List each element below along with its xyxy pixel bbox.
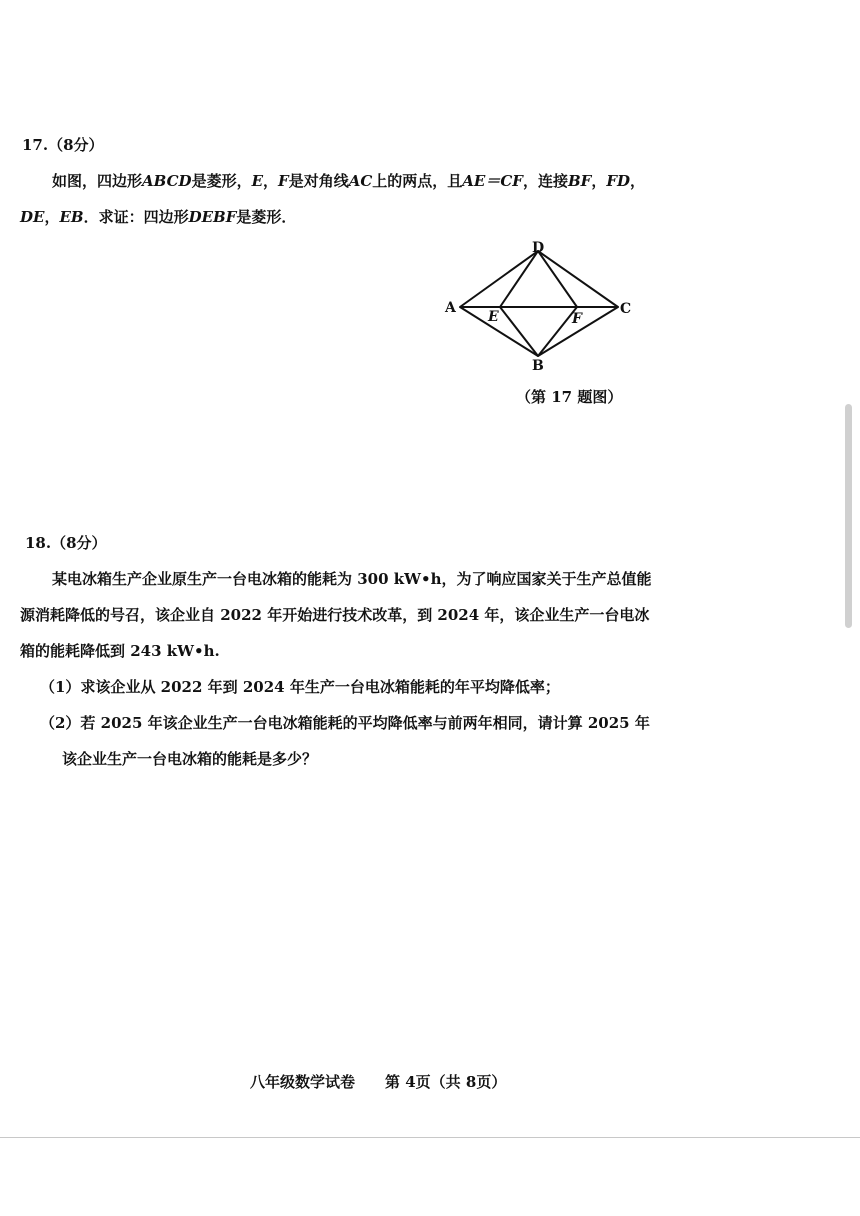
q17-text: 是菱形， [191, 172, 252, 190]
q17-math-eb: EB [59, 208, 84, 226]
label-d: D [532, 240, 545, 256]
rhombus-diagram [440, 236, 640, 376]
q17-math-fd: FD [606, 172, 630, 190]
q18-subquestion-2-line1: （2）若 2025 年该企业生产一台电冰箱能耗的平均降低率与前两年相同，请计算 2025 年 [40, 714, 650, 732]
q17-math-ac: AC [348, 172, 373, 190]
q17-text: 上的两点，且 [372, 172, 463, 190]
page-divider [0, 1137, 860, 1138]
q18-paragraph-line3: 箱的能耗降低到 243 kW•h. [20, 642, 220, 660]
q17-math-bf: BF [567, 172, 592, 190]
q17-statement-line1 [52, 171, 645, 191]
label-e: E [488, 309, 499, 325]
q17-text: 如图，四边形 [52, 172, 143, 190]
q17-math-f: F [278, 172, 289, 190]
q18-header: 18.（8分） [25, 534, 107, 552]
q17-text: 是对角线 [288, 172, 349, 190]
label-f: F [572, 311, 582, 327]
q17-header: 17.（8分） [22, 136, 104, 154]
q17-text: ，连接 [522, 172, 568, 190]
q18-subquestion-2-line2: 该企业生产一台电冰箱的能耗是多少？ [62, 750, 318, 768]
label-a: A [445, 300, 456, 316]
q18-paragraph-line1: 某电冰箱生产企业原生产一台电冰箱的能耗为 300 kW•h，为了响应国家关于生产总值能 [52, 570, 652, 588]
q17-math-de: DE [20, 208, 45, 226]
q17-text: 是菱形． [236, 208, 297, 226]
q17-text: ， [591, 172, 607, 190]
page-footer: 八年级数学试卷 第 4页（共 8页） [250, 1073, 507, 1091]
q17-statement-line2 [20, 207, 296, 227]
q18-paragraph-line2: 源消耗降低的号召，该企业自 2022 年开始进行技术改革，到 2024 年，该企业生产一台电冰 [20, 606, 650, 624]
q17-text: ， [630, 172, 646, 190]
q17-math-e: E [251, 172, 264, 190]
q17-figure-caption: （第 17 题图） [516, 388, 623, 406]
label-b: B [532, 358, 544, 374]
rhombus-abcd [460, 251, 618, 356]
label-c: C [620, 301, 632, 317]
vertical-scrollbar[interactable] [845, 404, 852, 628]
q18-subquestion-1: （1）求该企业从 2022 年到 2024 年生产一台电冰箱能耗的年平均降低率； [40, 678, 560, 696]
q17-text: ．求证：四边形 [83, 208, 189, 226]
q17-figure [440, 236, 640, 376]
q17-text: ， [263, 172, 279, 190]
q17-math-ae-cf: AE＝CF [462, 172, 523, 190]
q17-math-debf: DEBF [188, 208, 237, 226]
q17-math-abcd: ABCD [142, 172, 192, 190]
q17-text: ， [44, 208, 60, 226]
